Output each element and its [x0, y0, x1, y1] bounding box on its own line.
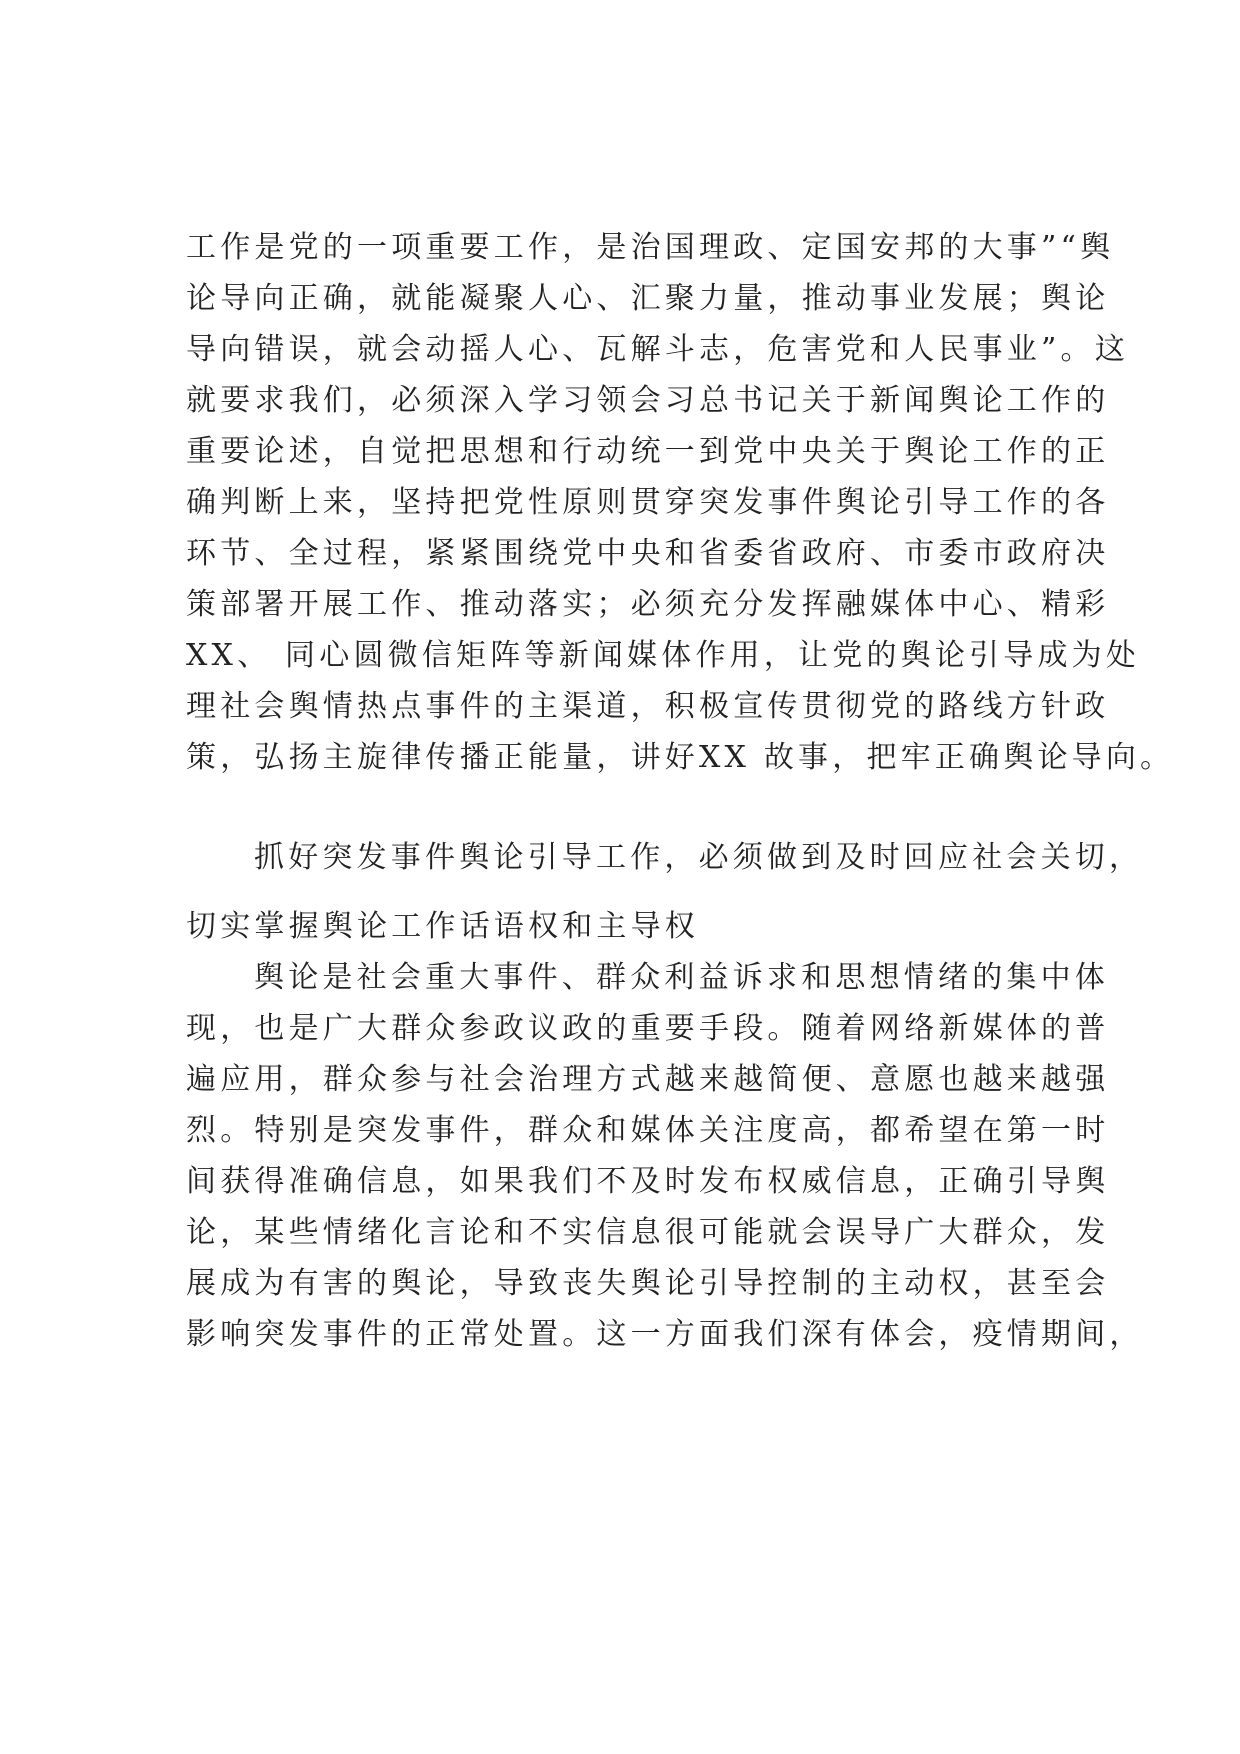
- paragraph-line: 论，某些情绪化言论和不实信息很可能就会误导广大群众，发: [186, 1215, 1110, 1250]
- paragraph-line: XX、 同心圆微信矩阵等新闻媒体作用，让党的舆论引导成为处: [186, 638, 1141, 673]
- paragraph-line: 就要求我们，必须深入学习领会习总书记关于新闻舆论工作的: [186, 383, 1110, 418]
- paragraph-line: 工作是党的一项重要工作，是治国理政、定国安邦的大事”“舆: [186, 230, 1115, 265]
- paragraph-line: 抓好突发事件舆论引导工作，必须做到及时回应社会关切，: [254, 840, 1144, 875]
- paragraph-line: 策部署开展工作、推动落实；必须充分发挥融媒体中心、精彩: [186, 587, 1110, 622]
- paragraph-line: 间获得准确信息，如果我们不及时发布权威信息，正确引导舆: [186, 1164, 1110, 1199]
- body-paragraph: [186, 952, 1144, 1360]
- paragraph-line: 烈。特别是突发事件，群众和媒体关注度高，都希望在第一时: [186, 1113, 1110, 1148]
- paragraph-line: 重要论述，自觉把思想和行动统一到党中央关于舆论工作的正: [186, 434, 1110, 469]
- paragraph-line: 展成为有害的舆论，导致丧失舆论引导控制的主动权，甚至会: [186, 1266, 1110, 1301]
- paragraph-line: 论导向正确，就能凝聚人心、汇聚力量，推动事业发展；舆论: [186, 281, 1110, 316]
- paragraph-line: 理社会舆情热点事件的主渠道，积极宣传贯彻党的路线方针政: [186, 689, 1110, 724]
- body-paragraph: [186, 222, 1175, 783]
- paragraph-line: 切实掌握舆论工作话语权和主导权: [186, 909, 699, 944]
- section-heading-paragraph: [186, 832, 1144, 970]
- paragraph-line: 导向错误，就会动摇人心、瓦解斗志，危害党和人民事业”。这: [186, 332, 1129, 367]
- paragraph-line: 策，弘扬主旋律传播正能量，讲好XX 故事，把牢正确舆论导向。: [186, 740, 1175, 775]
- paragraph-line: 舆论是社会重大事件、群众利益诉求和思想情绪的集中体: [254, 960, 1109, 995]
- paragraph-line: 环节、全过程，紧紧围绕党中央和省委省政府、市委市政府决: [186, 536, 1110, 571]
- paragraph-line: 现，也是广大群众参政议政的重要手段。随着网络新媒体的普: [186, 1011, 1110, 1046]
- paragraph-line: 影响突发事件的正常处置。这一方面我们深有体会，疫情期间，: [186, 1317, 1144, 1352]
- paragraph-line: 确判断上来，坚持把党性原则贯穿突发事件舆论引导工作的各: [186, 485, 1110, 520]
- paragraph-line: 遍应用，群众参与社会治理方式越来越简便、意愿也越来越强: [186, 1062, 1110, 1097]
